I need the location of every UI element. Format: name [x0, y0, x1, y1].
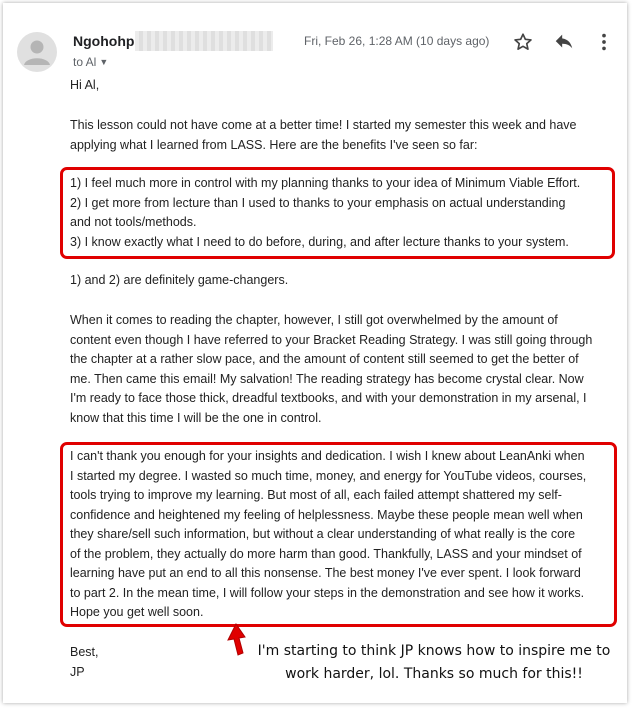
email-game-changers: 1) and 2) are definitely game-changers. — [70, 273, 289, 287]
text-line: I started my degree. I wasted so much time, money, and energy for YouTube videos, courses, — [70, 468, 587, 483]
text-line: I can't thank you enough for your insights and dedication. I wish I knew about LeanAnki when — [70, 449, 585, 463]
email-intro-paragraph — [70, 116, 615, 155]
text-line: Hope you get well soon. — [70, 605, 204, 619]
text-line: they share/sell such information, but without a clear understanding of what really is the core — [70, 527, 576, 541]
signature-text: JP — [70, 664, 85, 679]
text-line: tools trying to improve my learning. But most of all, each failed attempt shattered my self- — [70, 488, 562, 502]
text-line: This lesson could not have come at a better time! I started my semester this week and have — [70, 118, 577, 132]
sender-name[interactable]: Ngohohp — [73, 33, 135, 49]
annotation-line: I'm starting to think JP knows how to inspire me to — [257, 643, 611, 659]
signoff-text: Best, — [70, 645, 99, 659]
email-greeting: Hi Al, — [70, 78, 100, 92]
redacted-sender-email — [135, 31, 273, 51]
annotation-line: work harder, lol. Thanks so much for this!! — [285, 666, 583, 682]
email-date: Fri, Feb 26, 1:28 AM (10 days ago) — [304, 34, 490, 48]
text-line: When it comes to reading the chapter, however, I still got overwhelmed by the amount of — [70, 313, 558, 327]
text-line: the chapter at a rather slow pace, and the amount of content still seemed to get the better of — [70, 352, 579, 366]
text-line: know that this time I will be the one in control. — [70, 410, 322, 425]
text-line: applying what I learned from LASS. Here are the benefits I've seen so far: — [70, 137, 478, 152]
highlight-box-benefits — [60, 167, 615, 259]
recipient-text: to Al — [73, 55, 97, 69]
text-line: 2) I get more from lecture than I used to thanks to your emphasis on actual understanding — [70, 195, 566, 210]
text-line: confidence and heightened my feeling of helplessness. Maybe these people mean well when — [70, 507, 583, 522]
text-line: to part 2. In the mean time, I will follow your steps in the demonstration and see how it works. — [70, 585, 585, 600]
reply-icon[interactable] — [553, 31, 575, 53]
highlight-box-thanks — [60, 442, 617, 627]
avatar-icon[interactable] — [17, 32, 57, 72]
star-icon[interactable] — [512, 31, 534, 53]
text-line: content even though I have referred to your Bracket Reading Strategy. I was still going through — [70, 332, 593, 347]
caret-down-icon[interactable]: ▼ — [99, 57, 109, 67]
email-reading-paragraph — [70, 311, 615, 428]
text-line: of the problem, they actually do more harm than good. Thankfully, LASS and your mindset of — [70, 546, 582, 561]
handwritten-annotation — [240, 640, 628, 686]
recipient-line[interactable] — [73, 55, 108, 69]
text-line: and not tools/methods. — [70, 215, 197, 229]
text-line: 3) I know exactly what I need to do before, during, and after lecture thanks to your system. — [70, 234, 569, 249]
text-line: me. Then came this email! My salvation! The reading strategy has become crystal clear. Now — [70, 371, 584, 386]
text-line: 1) I feel much more in control with my planning thanks to your idea of Minimum Viable Effort. — [70, 176, 581, 190]
more-vert-icon[interactable] — [593, 31, 615, 53]
text-line: I'm ready to face those thick, dreadful textbooks, and with your demonstration in my arsenal, I — [70, 391, 587, 405]
text-line: learning have put an end to all this nonsense. The best money I've ever spent. I look forward — [70, 566, 581, 580]
